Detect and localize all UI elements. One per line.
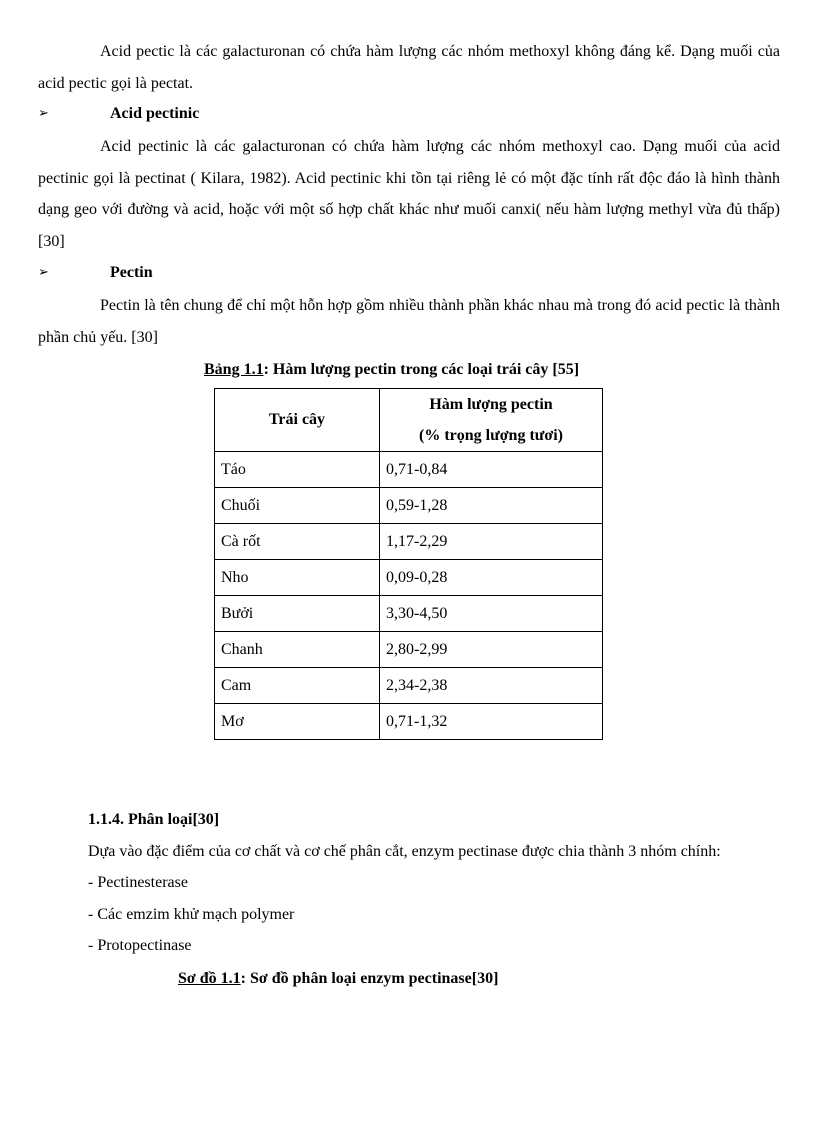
table-header-row xyxy=(215,389,603,452)
cell-pectin: 1,17-2,29 xyxy=(380,524,603,560)
paragraph-acid-pectic: Acid pectic là các galacturonan có chứa hàm lượng các nhóm methoxyl không đáng kể. Dạng muối của acid pectic gọi là pectat. xyxy=(38,43,780,92)
cell-pectin: 0,71-0,84 xyxy=(380,452,603,488)
table-row xyxy=(215,668,603,704)
pectin-content-table xyxy=(214,388,603,740)
paragraph-pectin: Pectin là tên chung để chỉ một hỗn hợp gồm nhiều thành phần khác nhau mà trong đó acid pectic là thành phần chủ yếu. [30] xyxy=(38,297,780,346)
table-row xyxy=(215,488,603,524)
classification-intro: Dựa vào đặc điểm của cơ chất và cơ chế phân cắt, enzym pectinase được chia thành 3 nhóm chính: xyxy=(88,843,721,860)
table-row xyxy=(215,560,603,596)
cell-fruit: Chuối xyxy=(215,488,380,524)
arrowhead-bullet-icon: ➢ xyxy=(38,106,49,121)
cell-fruit: Táo xyxy=(215,452,380,488)
cell-pectin: 2,80-2,99 xyxy=(380,632,603,668)
cell-pectin: 0,71-1,32 xyxy=(380,704,603,740)
cell-pectin: 0,09-0,28 xyxy=(380,560,603,596)
table-row xyxy=(215,704,603,740)
diagram-caption-label: Sơ đồ 1.1 xyxy=(178,970,241,987)
cell-fruit: Nho xyxy=(215,560,380,596)
table-row xyxy=(215,596,603,632)
cell-fruit: Bưởi xyxy=(215,596,380,632)
cell-pectin: 2,34-2,38 xyxy=(380,668,603,704)
table-caption-label: Bảng 1.1 xyxy=(204,361,264,378)
table-row xyxy=(215,452,603,488)
heading-pectin: Pectin xyxy=(110,264,153,281)
heading-acid-pectinic: Acid pectinic xyxy=(110,105,200,122)
cell-fruit: Mơ xyxy=(215,704,380,740)
header-pectin-line1: Hàm lượng pectin xyxy=(429,396,553,413)
cell-fruit: Cà rốt xyxy=(215,524,380,560)
header-pectin-content xyxy=(380,389,603,452)
table-caption xyxy=(204,358,579,382)
header-pectin-line2: (% trọng lượng tươi) xyxy=(418,427,564,444)
table-row xyxy=(215,524,603,560)
bullet-heading-pectin xyxy=(38,261,438,285)
section-heading-classification: 1.1.4. Phân loại[30] xyxy=(88,811,220,828)
list-item: - Các emzim khử mạch polymer xyxy=(88,906,295,923)
list-item: - Protopectinase xyxy=(88,937,192,954)
diagram-caption-text: : Sơ đồ phân loại enzym pectinase[30] xyxy=(240,970,499,987)
list-item: - Pectinesterase xyxy=(88,874,188,891)
cell-pectin: 3,30-4,50 xyxy=(380,596,603,632)
paragraph-acid-pectinic: Acid pectinic là các galacturonan có chứa hàm lượng các nhóm methoxyl cao. Dạng muối của acid pectinic gọi là pectinat ( Kilara, 1982). Acid pectinic khi tồn tại riêng lẻ có một đặc tính rất độc đáo là hình thành dạng geo với đường và acid, hoặc với một số hợp chất khác như muối canxi( nếu hàm lượng methyl vừa đủ thấp)[30] xyxy=(38,138,780,250)
cell-fruit: Cam xyxy=(215,668,380,704)
cell-fruit: Chanh xyxy=(215,632,380,668)
cell-pectin: 0,59-1,28 xyxy=(380,488,603,524)
header-fruit: Trái cây xyxy=(215,389,380,452)
bullet-heading-acid-pectinic xyxy=(38,102,438,126)
diagram-caption xyxy=(178,967,498,991)
arrowhead-bullet-icon: ➢ xyxy=(38,265,49,280)
table-row xyxy=(215,632,603,668)
table-caption-text: : Hàm lượng pectin trong các loại trái cây [55] xyxy=(263,361,580,378)
